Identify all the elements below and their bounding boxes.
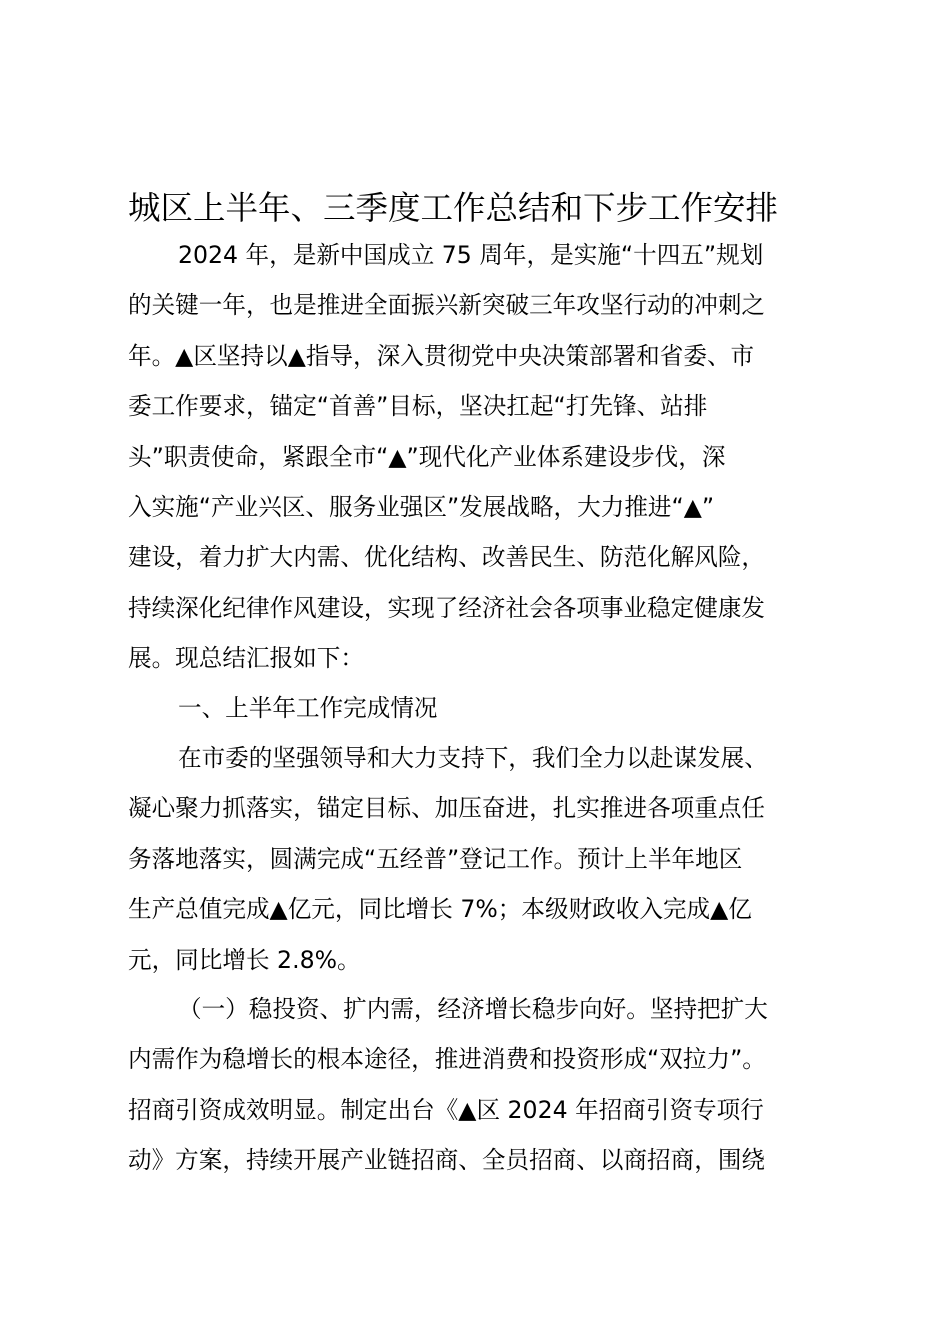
paragraph-line: 年。▲区坚持以▲指导，深入贯彻党中央决策部署和省委、市 — [128, 341, 755, 370]
paragraph-line: 元，同比增长 2.8%。 — [128, 945, 361, 974]
paragraph-line: （一）稳投资、扩内需，经济增长稳步向好。坚持把扩大 — [178, 995, 768, 1023]
paragraph-line: 头”职责使命，紧跟全市“▲”现代化产业体系建设步伐，深 — [128, 442, 726, 471]
paragraph-line: 建设，着力扩大内需、优化结构、改善民生、防范化解风险， — [128, 543, 766, 572]
paragraph-line: 招商引资成效明显。制定出台《▲区 2024 年招商引资专项行 — [128, 1095, 764, 1124]
paragraph-line: 持续深化纪律作风建设，实现了经济社会各项事业稳定健康发 — [128, 593, 766, 622]
section-heading — [128, 683, 838, 733]
summary-paragraph — [128, 733, 838, 985]
paragraph-line: 凝心聚力抓落实，锚定目标、加压奋进，扎实推进各项重点任 — [128, 794, 766, 823]
paragraph-line: 动》方案，持续开展产业链招商、全员招商、以商招商，围绕 — [128, 1146, 766, 1175]
paragraph-line: 的关键一年，也是推进全面振兴新突破三年攻坚行动的冲刺之 — [128, 291, 766, 320]
paragraph-line: 务落地落实，圆满完成“五经普”登记工作。预计上半年地区 — [128, 844, 743, 873]
paragraph-line: 展。现总结汇报如下： — [128, 644, 364, 673]
paragraph-line: 2024 年，是新中国成立 75 周年，是实施“十四五”规划 — [178, 241, 764, 269]
document-title: 城区上半年、三季度工作总结和下步工作安排 — [128, 189, 779, 227]
paragraph-line: 在市委的坚强领导和大力支持下，我们全力以赴谋发展、 — [178, 744, 768, 772]
paragraph-line: 入实施“产业兴区、服务业强区”发展战略，大力推进“▲” — [128, 492, 715, 521]
subsection-paragraph — [128, 984, 838, 1186]
intro-paragraph — [128, 230, 838, 684]
section-heading-line: 一、上半年工作完成情况 — [178, 694, 438, 722]
paragraph-line: 委工作要求，锚定“首善”目标，坚决扛起“打先锋、站排 — [128, 392, 708, 421]
paragraph-line: 生产总值完成▲亿元，同比增长 7%；本级财政收入完成▲亿 — [128, 895, 752, 924]
paragraph-line: 内需作为稳增长的根本途径，推进消费和投资形成“双拉力”。 — [128, 1045, 766, 1074]
